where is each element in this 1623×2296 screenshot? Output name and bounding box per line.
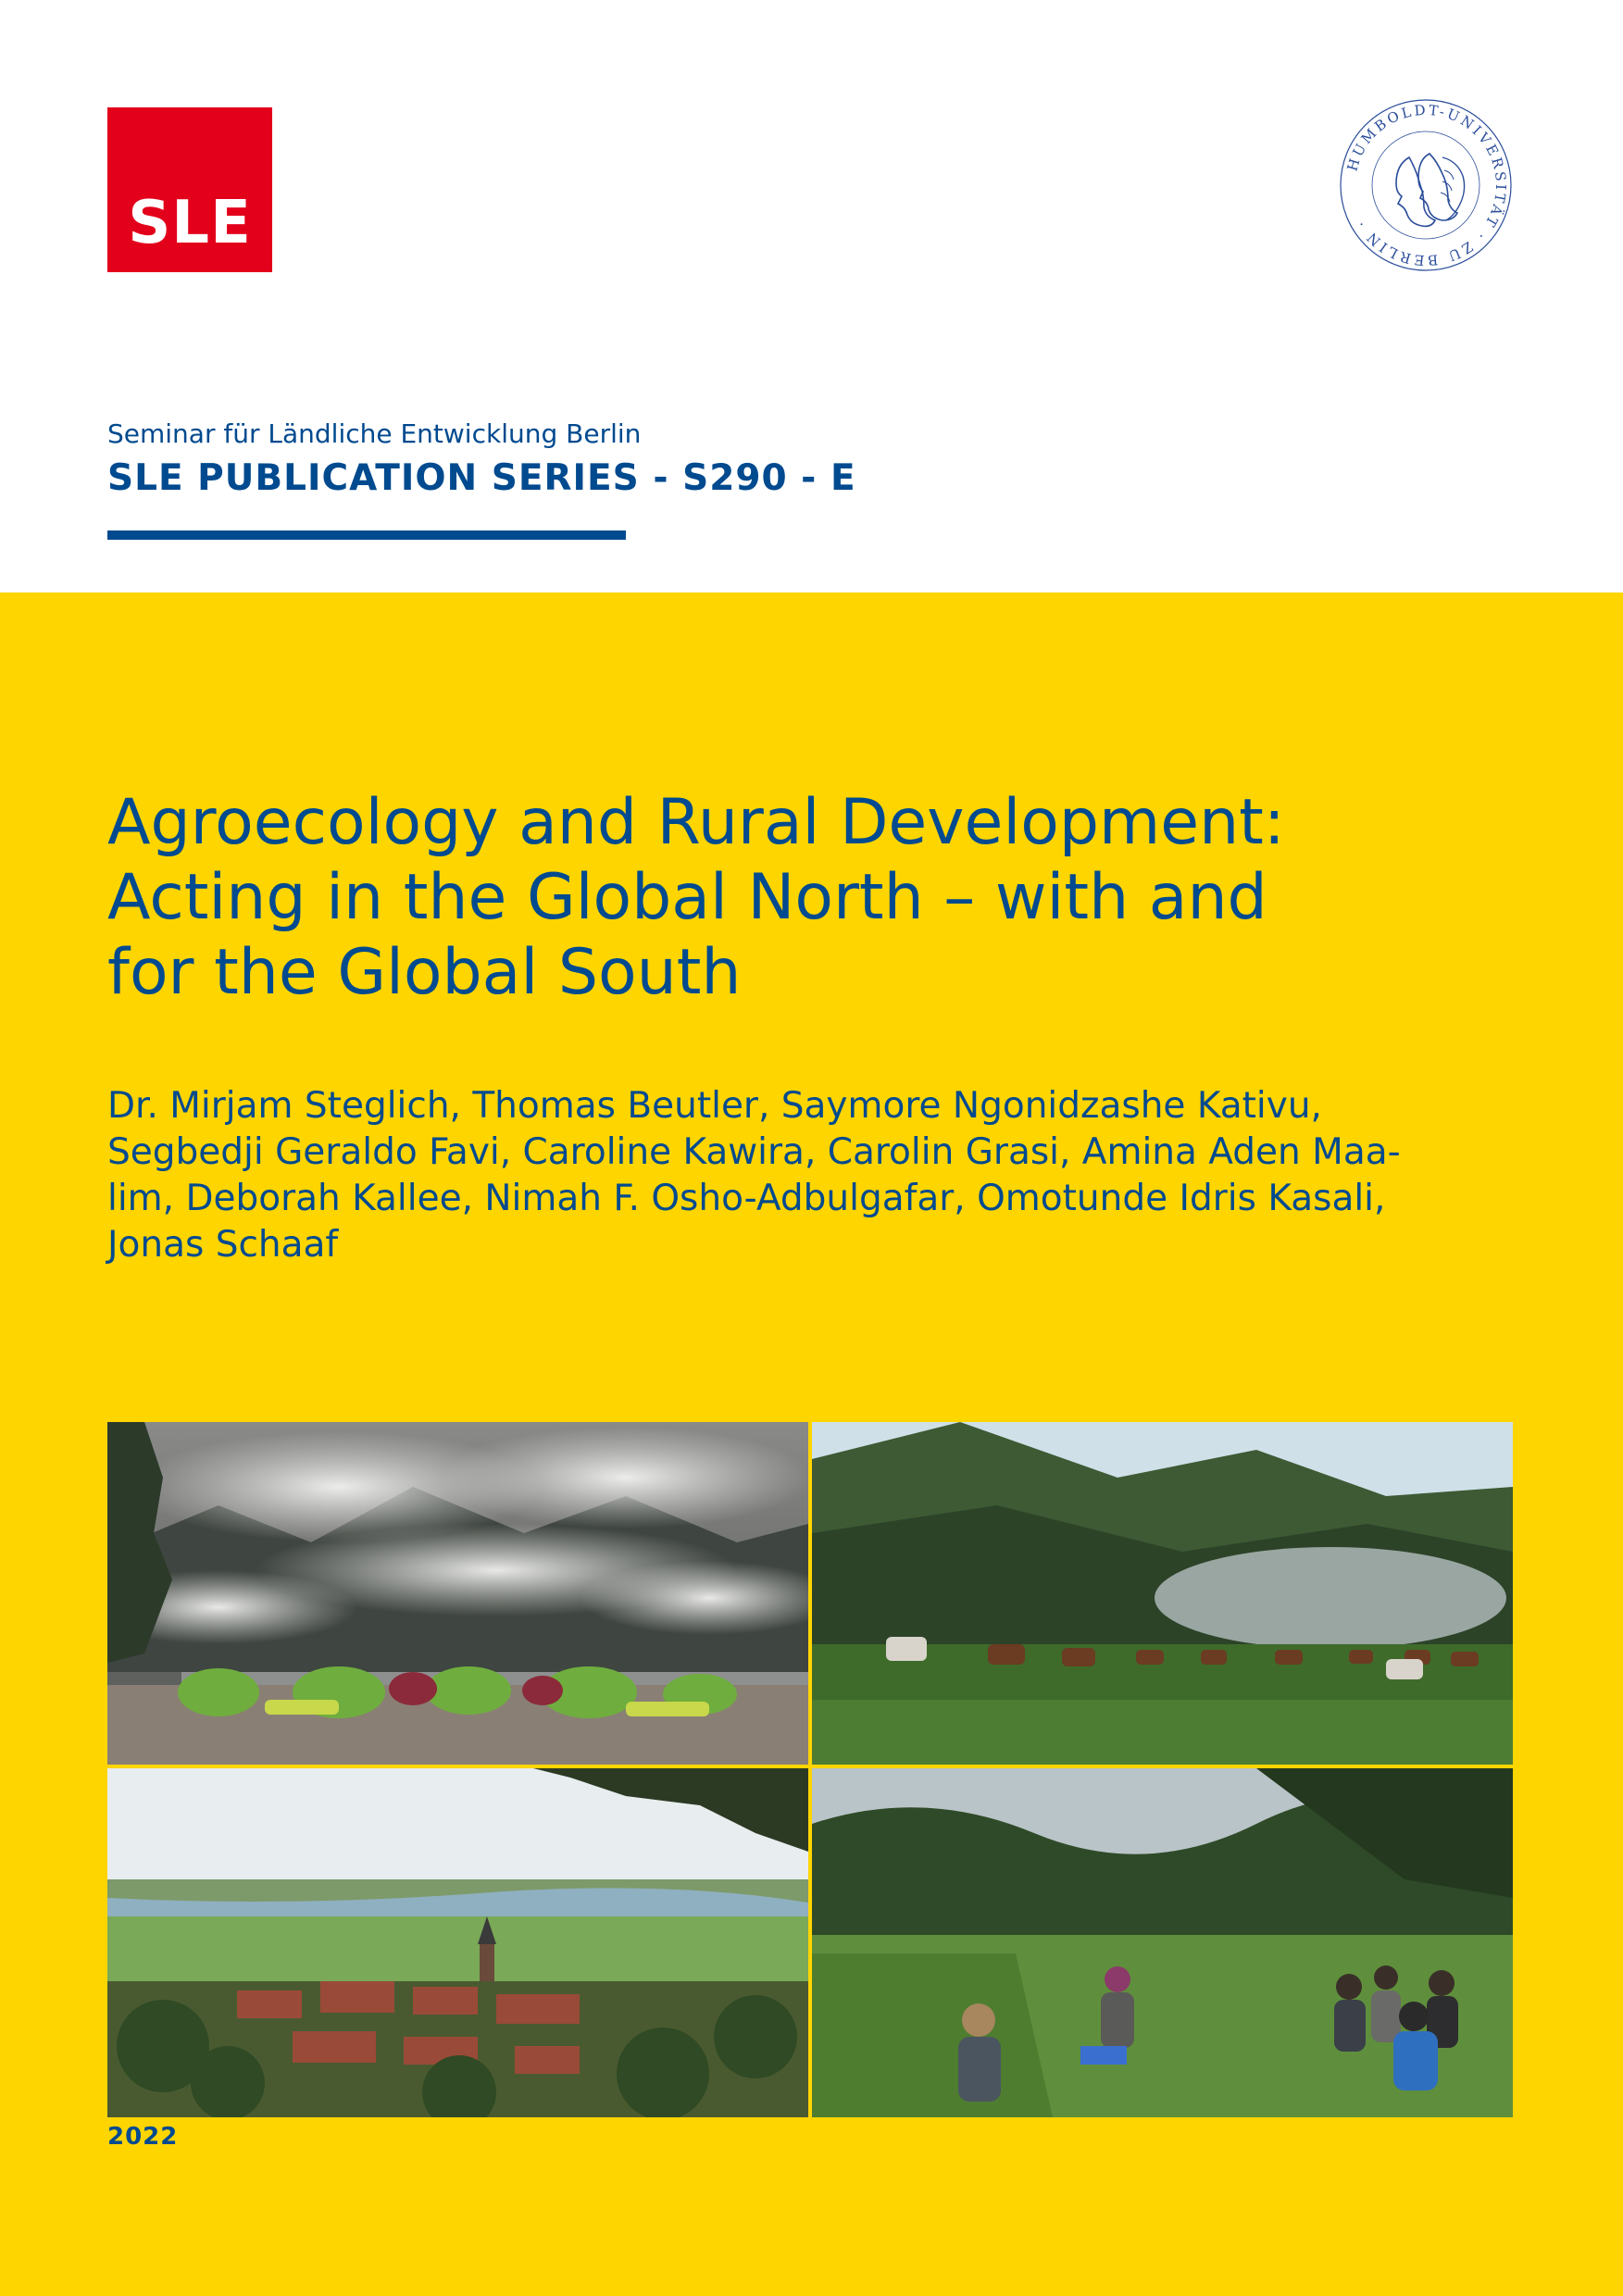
photo-village-landscape bbox=[107, 1768, 808, 2117]
title-line: Acting in the Global North – with and bbox=[107, 861, 1267, 934]
photo-collage bbox=[107, 1422, 1513, 2117]
institute-name: Seminar für Ländliche Entwicklung Berlin bbox=[107, 418, 642, 449]
publication-series: SLE PUBLICATION SERIES - S290 - E bbox=[107, 457, 856, 499]
author-line: lim, Deborah Kallee, Nimah F. Osho-Adbulgafar, Omotunde Idris Kasali, bbox=[107, 1178, 1386, 1219]
photo-rooftop-garden bbox=[107, 1422, 808, 1765]
sle-logo bbox=[107, 107, 272, 272]
header-rule bbox=[107, 530, 626, 540]
author-line: Jonas Schaaf bbox=[107, 1224, 339, 1266]
photo-cattle-pasture bbox=[812, 1422, 1513, 1765]
photo-field-workshop bbox=[812, 1768, 1513, 2117]
author-line: Segbedji Geraldo Favi, Caroline Kawira, Carolin Grasi, Amina Aden Maa- bbox=[107, 1131, 1401, 1173]
svg-text:HUMBOLDT-UNIVERSITÄT · ZU BERL: HUMBOLDT-UNIVERSITÄT · ZU BERLIN · bbox=[1343, 101, 1510, 269]
title-line: for the Global South bbox=[107, 936, 742, 1009]
publication-title bbox=[107, 785, 1552, 1010]
publication-year: 2022 bbox=[107, 2123, 179, 2151]
author-line: Dr. Mirjam Steglich, Thomas Beutler, Saymore Ngonidzashe Kativu, bbox=[107, 1085, 1322, 1127]
title-line: Agroecology and Rural Development: bbox=[107, 786, 1285, 859]
author-list bbox=[107, 1083, 1515, 1268]
sle-logo-text: SLE bbox=[128, 189, 252, 257]
humboldt-university-seal bbox=[1333, 93, 1518, 278]
